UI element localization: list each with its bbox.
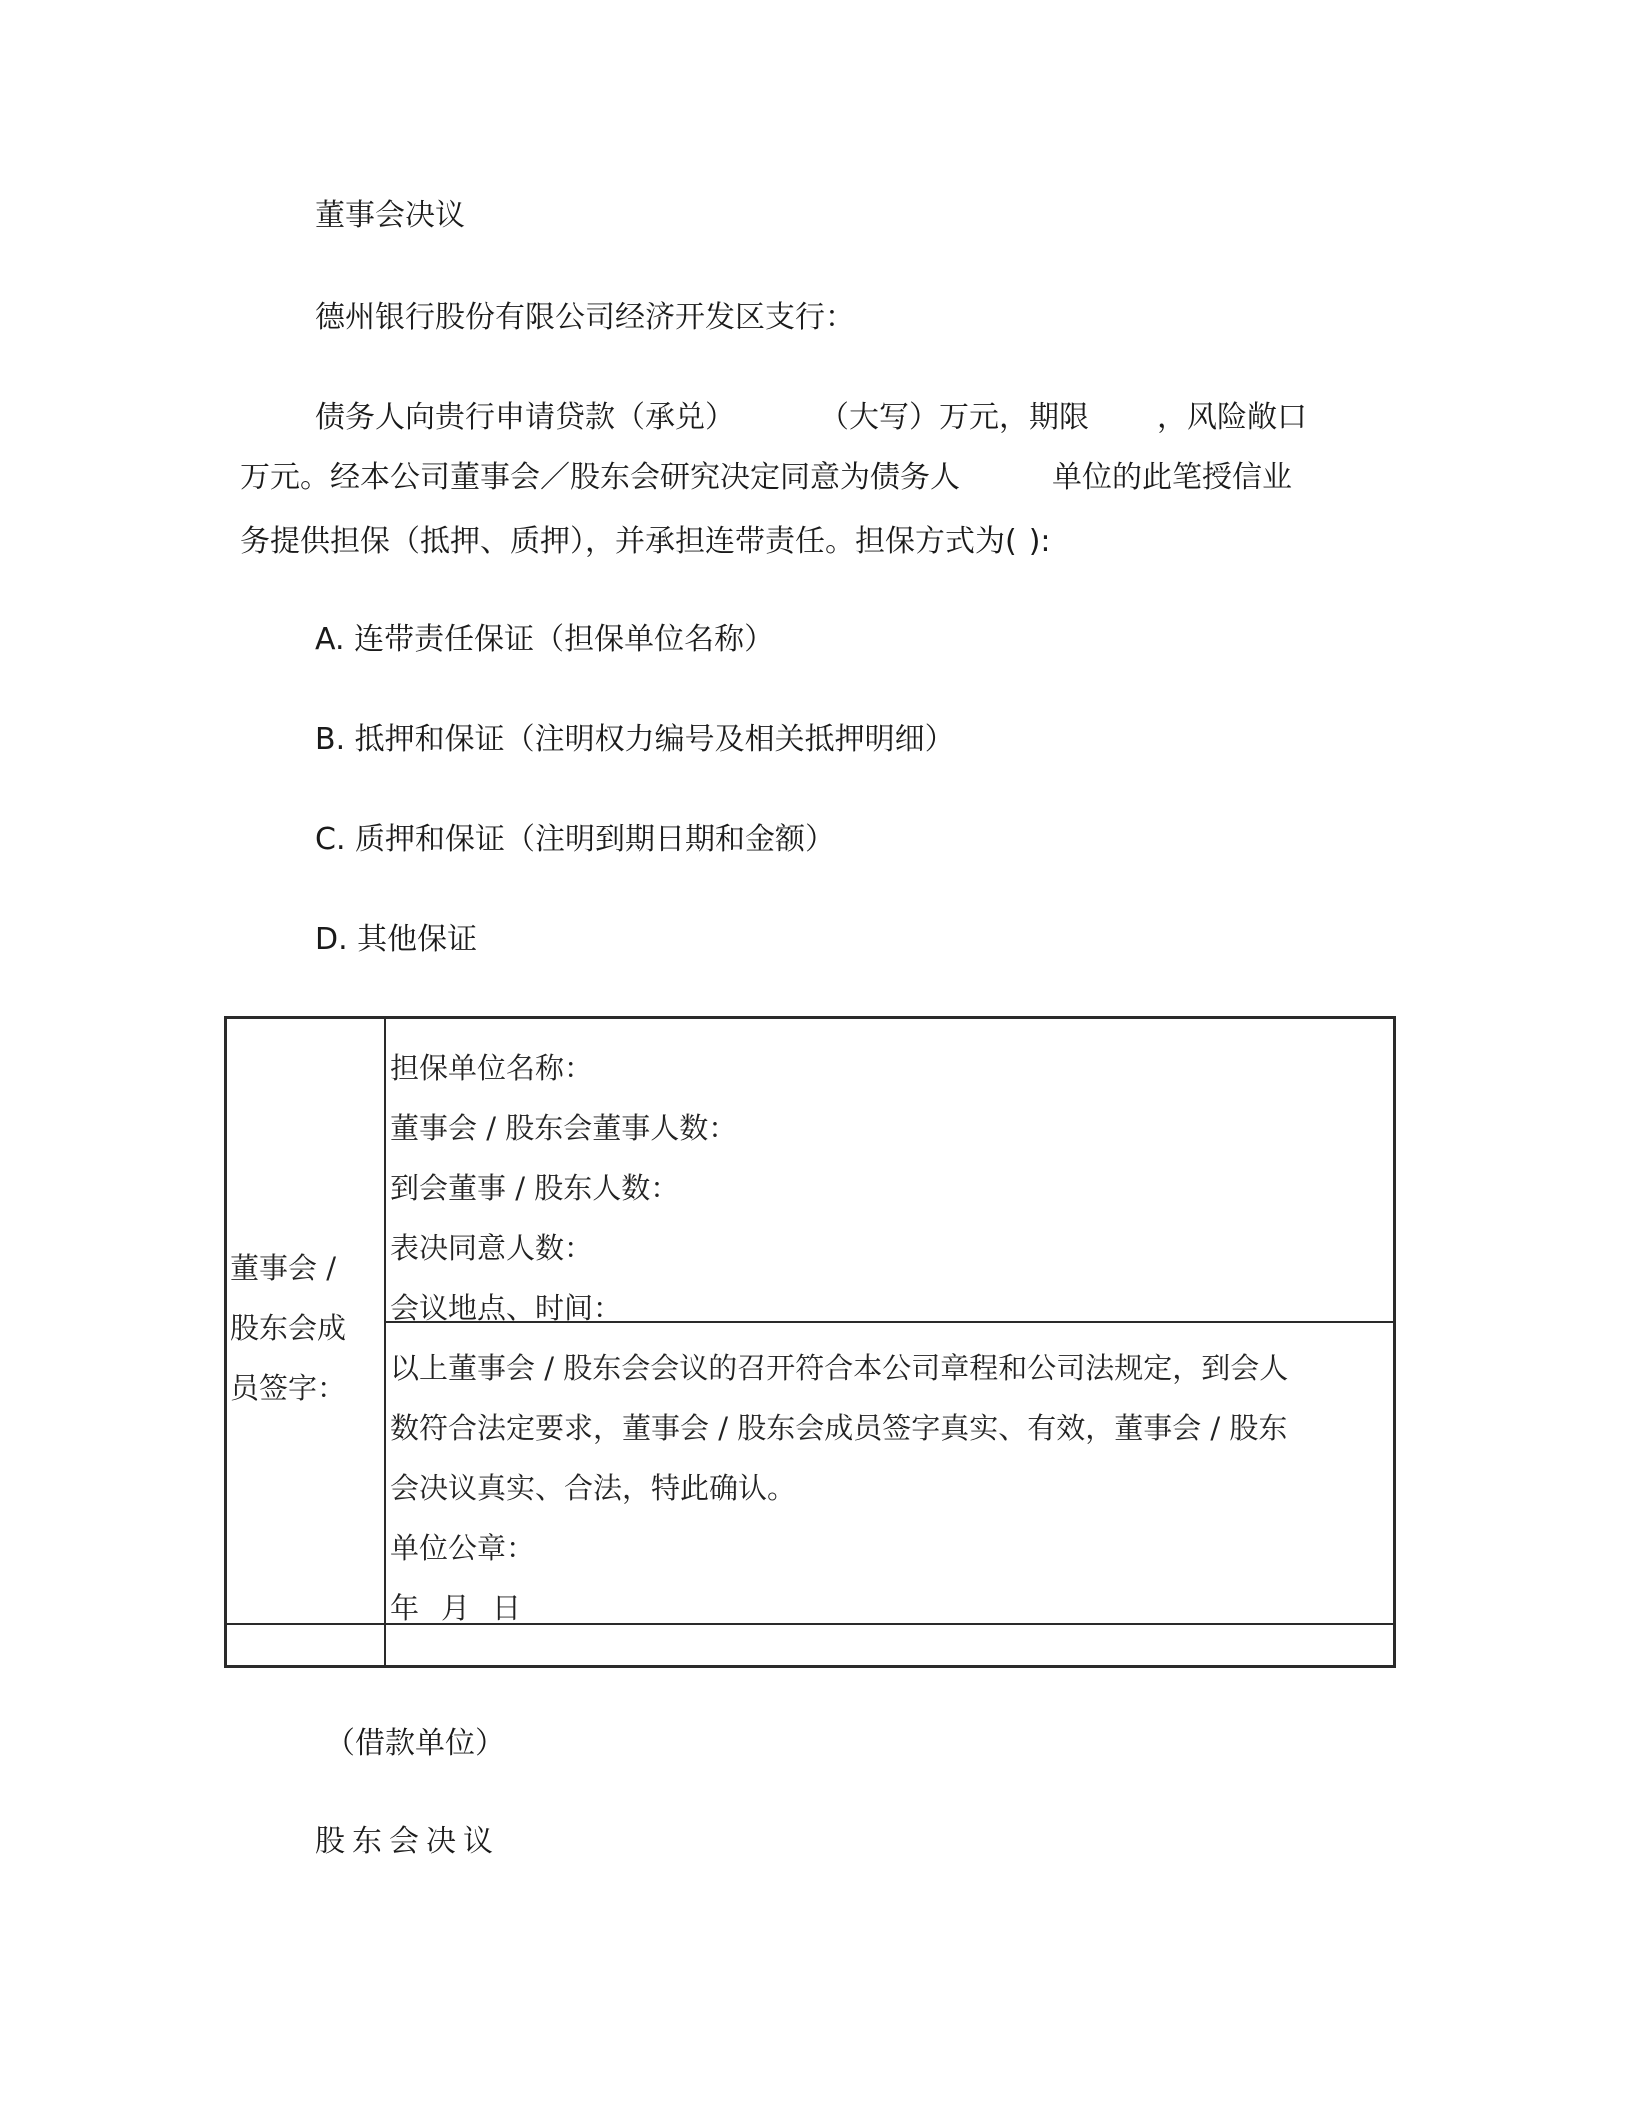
body-text: ):: [1028, 524, 1051, 559]
body-line-3: [240, 522, 1051, 562]
table-divider: [384, 1019, 386, 1665]
body-text: 万元。经本公司董事会／股东会研究决定同意为债务人: [240, 460, 960, 495]
body-text: （大写）万元，期限: [819, 400, 1089, 435]
signature-label: 董事会 /: [230, 1251, 336, 1285]
date-month: 月: [441, 1591, 471, 1625]
attendee-count-field: 到会董事 / 股东人数：: [390, 1171, 680, 1205]
body-line-1: [315, 398, 1307, 438]
meeting-place-time-field: 会议地点、时间：: [390, 1291, 623, 1325]
approval-count-field: 表决同意人数：: [390, 1231, 594, 1265]
seal-label: 单位公章：: [390, 1531, 536, 1565]
signature-label: 股东会成: [230, 1311, 347, 1345]
date-day: 日: [492, 1591, 522, 1625]
guarantor-name-field: 担保单位名称：: [390, 1051, 594, 1085]
confirmation-text: 会决议真实、合法，特此确认。: [390, 1471, 797, 1505]
body-text: 债务人向贵行申请贷款（承兑）: [315, 400, 735, 435]
body-text: 单位的此笔授信业: [1052, 460, 1292, 495]
signature-label: 员签字：: [230, 1371, 347, 1405]
option-b: B. 抵押和保证（注明权力编号及相关抵押明细）: [315, 722, 955, 757]
director-count-field: 董事会 / 股东会董事人数：: [390, 1111, 738, 1145]
document-title: 董事会决议: [315, 198, 465, 233]
borrower-note: （借款单位）: [325, 1726, 505, 1761]
option-a: A. 连带责任保证（担保单位名称）: [315, 622, 775, 657]
option-c: C. 质押和保证（注明到期日期和金额）: [315, 822, 836, 857]
date-year: 年: [390, 1591, 420, 1625]
date-line: [390, 1578, 543, 1638]
body-line-2: [240, 458, 1292, 498]
addressee: 德州银行股份有限公司经济开发区支行：: [315, 300, 855, 335]
option-d: D. 其他保证: [315, 922, 478, 957]
confirmation-text: 以上董事会 / 股东会会议的召开符合本公司章程和公司法规定，到会人: [390, 1351, 1289, 1385]
confirmation-text: 数符合法定要求，董事会 / 股东会成员签字真实、有效，董事会 / 股东: [390, 1411, 1288, 1445]
body-text: ，风险敞口: [1157, 400, 1307, 435]
body-text: 务提供担保（抵押、质押），并承担连带责任。担保方式为(: [240, 524, 1017, 559]
shareholder-resolution-title: 股东会决议: [315, 1824, 500, 1859]
